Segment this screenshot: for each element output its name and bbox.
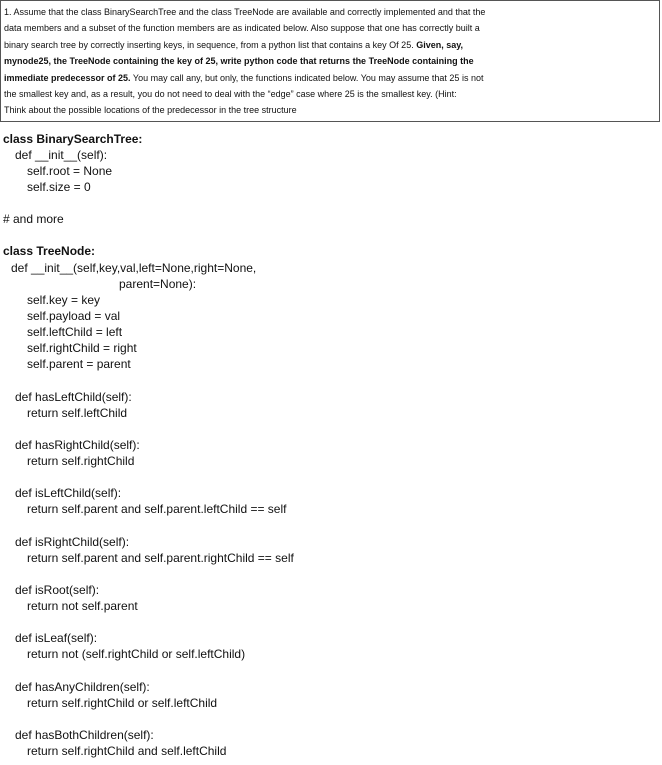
code-line: self.root = None <box>27 164 113 178</box>
question-text-run: binary search tree by correctly inserting keys, in sequence, from a python list that contains a key Of 25. <box>4 39 417 50</box>
code-line: def hasBothChildren(self): <box>15 728 154 742</box>
code-line: self.size = 0 <box>27 180 91 194</box>
question-line <box>4 20 658 36</box>
question-text-run: You may call any, but only, the functions indicated below. You may assume that 25 is not <box>130 72 484 83</box>
code-line: self.leftChild = left <box>27 325 123 339</box>
code-line: def hasRightChild(self): <box>15 438 140 452</box>
question-line <box>4 102 658 118</box>
code-line: def isLeftChild(self): <box>15 486 122 500</box>
code-line: return not self.parent <box>27 599 138 613</box>
code-line: return self.leftChild <box>27 406 128 420</box>
question-bold-text: mynode25, the TreeNode containing the key of 25, write python code that returns the TreeNode containing the <box>4 56 474 67</box>
question-text-run: data members and a subset of the function members are as indicated below. Also suppose that one has correctly built a <box>4 23 480 34</box>
question-box <box>0 0 660 122</box>
code-line: return not (self.rightChild or self.leftChild) <box>27 647 246 661</box>
question-line <box>4 86 658 102</box>
code-line: def isLeaf(self): <box>15 631 98 645</box>
question-bold-text: immediate predecessor of 25. <box>4 72 131 83</box>
code-line: def __init__(self,key,val,left=None,right=None, <box>11 261 257 275</box>
question-line <box>4 53 658 69</box>
code-line: return self.rightChild or self.leftChild <box>27 696 218 710</box>
code-line: return self.rightChild and self.leftChild <box>27 744 227 758</box>
question-line <box>4 70 658 86</box>
question-bold-text: Given, say, <box>416 39 464 50</box>
code-line: def hasLeftChild(self): <box>15 390 132 404</box>
code-line: self.parent = parent <box>27 357 131 371</box>
code-line: def __init__(self): <box>15 148 108 162</box>
code-line: parent=None): <box>119 277 197 291</box>
class-header-tree-node: class TreeNode: <box>3 244 96 258</box>
question-text-run: the smallest key and, as a result, you do not need to deal with the “edge” case where 25 is the smallest key. (Hint: <box>4 88 457 99</box>
code-line: return self.parent and self.parent.rightChild == self <box>27 551 294 565</box>
code-comment: # and more <box>3 212 64 226</box>
code-line: def isRightChild(self): <box>15 535 130 549</box>
code-line: self.key = key <box>27 293 101 307</box>
code-line: def hasAnyChildren(self): <box>15 680 150 694</box>
code-line: return self.parent and self.parent.leftChild == self <box>27 502 287 516</box>
question-text <box>4 4 658 119</box>
class-header-binary-search-tree: class BinarySearchTree: <box>3 132 143 146</box>
question-text-run: Think about the possible locations of the predecessor in the tree structure <box>4 105 297 116</box>
question-line <box>4 37 658 53</box>
code-line: return self.rightChild <box>27 454 135 468</box>
question-line <box>4 4 658 20</box>
code-line: def isRoot(self): <box>15 583 100 597</box>
code-line: self.rightChild = right <box>27 341 137 355</box>
question-text-run: 1. Assume that the class BinarySearchTree and the class TreeNode are available and correctly implemented and that the <box>4 7 486 17</box>
code-line: self.payload = val <box>27 309 121 323</box>
